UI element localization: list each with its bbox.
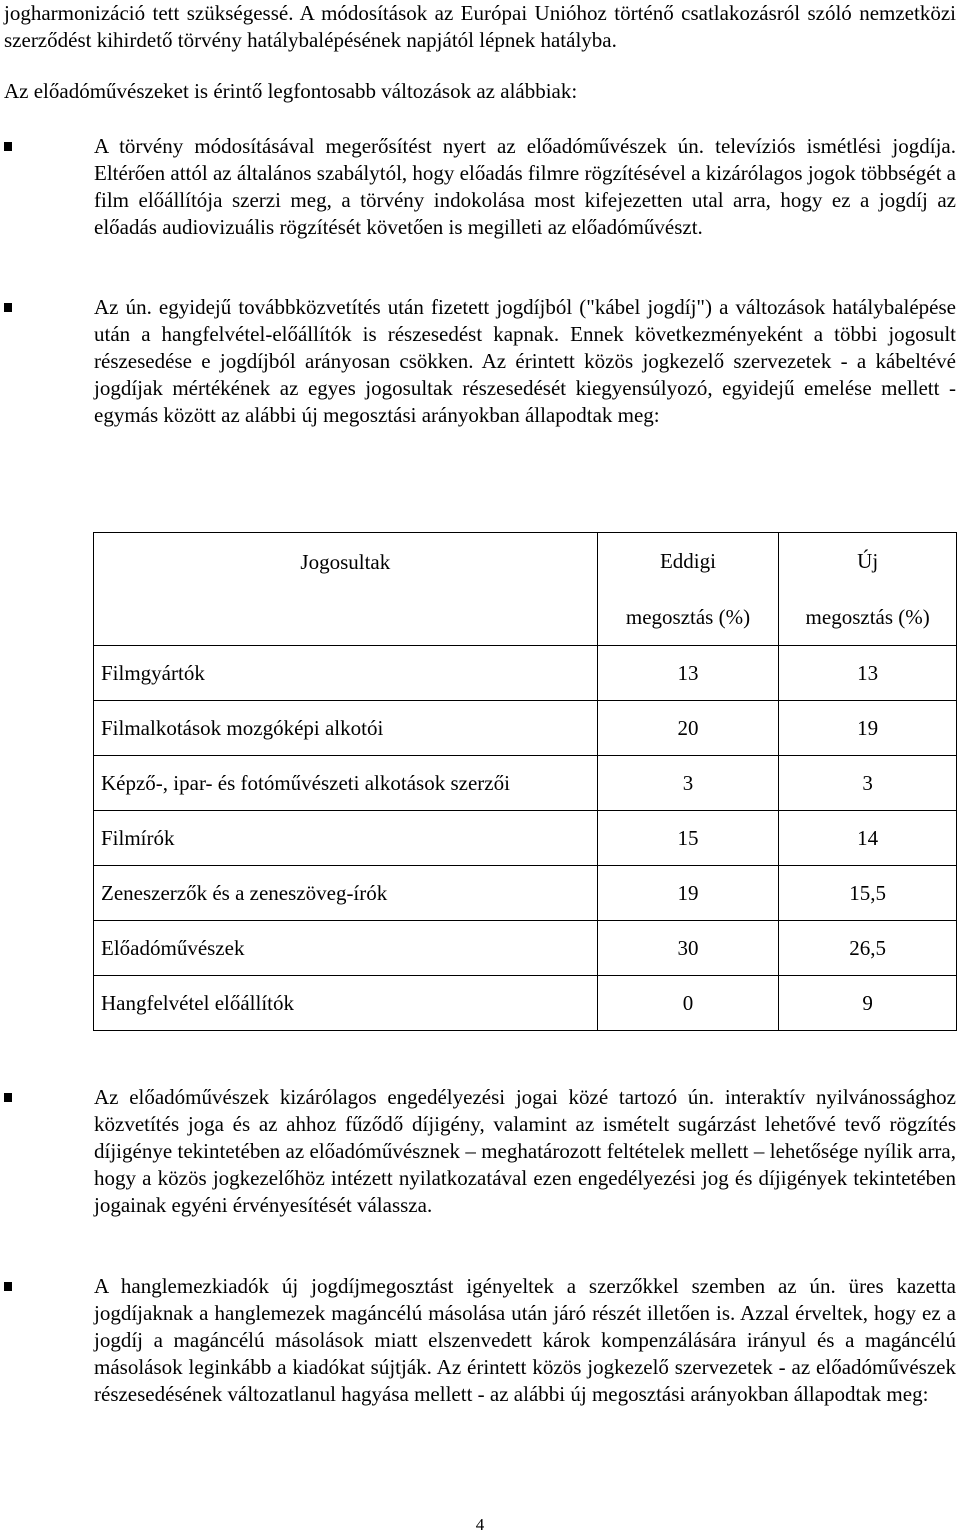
intro-paragraph: jogharmonizáció tett szükségessé. A módosítások az Európai Unióhoz történő csatlakozásról szóló nemzetközi szerződést kihirdető törvény hatálybalépésének napjától lépnek hatályba. xyxy=(4,1,956,52)
cell-rightholder: Hangfelvétel előállítók xyxy=(94,976,598,1031)
table-row-highlight xyxy=(94,921,957,976)
bullet-text: A törvény módosításával megerősítést nyert az előadóművészek ún. televíziós ismétlési jogdíja. Eltérően attól az általános szabálytól, hogy előadás filmre rögzítésével a kizárólagos jogok többségét a film előállítója szerzi meg, a törvény indokolása most kifejezetten utal arra, hogy ez a jogdíj az előadás audiovizuális rögzítését követően is megilleti az előadóművészt. xyxy=(94,134,956,239)
cell-previous-share: 0 xyxy=(597,976,779,1031)
cell-rightholder: Zeneszerzők és a zeneszöveg-írók xyxy=(94,866,598,921)
cell-new-share: 3 xyxy=(779,756,957,811)
table-row xyxy=(94,811,957,866)
changes-lead-paragraph: Az előadóművészeket is érintő legfontosabb változások az alábbiak: xyxy=(4,79,578,103)
table-row xyxy=(94,976,957,1031)
bullet-text: Az előadóművészek kizárólagos engedélyezési jogai közé tartozó ún. interaktív nyilvánossághoz közvetítés joga és az ahhoz fűződő díjigény, valamint az ismételt sugárzást lehetővé tevő rögzítés díjigénye tekintetében az előadóművésznek – meghatározott feltételek mellett – lehetősége nyílik arra, hogy a közös jogkezelőhöz intézett nyilatkozatával ezen engedélyezési jog és díjigények tekintetében jogainak egyéni érvényesítését válassza. xyxy=(94,1085,956,1217)
cell-previous-share: 30 xyxy=(597,921,779,976)
bullet-text: A hanglemezkiadók új jogdíjmegosztást igényeltek a szerzőkkel szemben az ún. üres kazetta jogdíjaknak a hanglemezek magáncélú másolása után járó részét illetően is. Azzal érveltek, hogy ez a jogdíj a magáncélú másolások miatt elszenvedett károk kompenzálására irányul és a magáncélú másolások leginkább a kiadókat sújtják. Az érintett közös jogkezelő szervezetek - az előadóművészek részesedésének változatlanul hagyása mellett - az alábbi új megosztási arányokban állapodtak meg: xyxy=(94,1274,956,1406)
cell-previous-share: 20 xyxy=(597,701,779,756)
cell-previous-share: 19 xyxy=(597,866,779,921)
cell-new-share: 19 xyxy=(779,701,957,756)
bullet-text: Az ún. egyidejű továbbközvetítés után fizetett jogdíjból ("kábel jogdíj") a változások hatálybalépése után a hangfelvétel-előállítók is részesedést kapnak. Ennek következményeként a többi jogosult részesedése e jogdíjból arányosan csökken. Az érintett közös jogkezelő szervezetek - a kábeltévé jogdíjak mértékének az egyes jogosultak részesedését kiegyensúlyozó, egyidejű emelése mellett - egymás között az alábbi új megosztási arányokban állapodtak meg: xyxy=(94,295,956,427)
cell-rightholder: Filmírók xyxy=(94,811,598,866)
square-bullet-icon xyxy=(4,1282,12,1291)
table-row xyxy=(94,701,957,756)
cell-new-share: 9 xyxy=(779,976,957,1031)
cell-previous-share: 15 xyxy=(597,811,779,866)
table-row xyxy=(94,756,957,811)
cell-rightholder: Képző-, ipar- és fotóművészeti alkotások szerzői xyxy=(94,756,598,811)
share-allocation-table xyxy=(93,532,957,1031)
square-bullet-icon xyxy=(4,303,12,312)
cell-previous-share: 3 xyxy=(597,756,779,811)
cell-new-share: 14 xyxy=(779,811,957,866)
table-header-row xyxy=(94,533,957,646)
table-row xyxy=(94,646,957,701)
square-bullet-icon xyxy=(4,142,12,151)
cell-new-share: 13 xyxy=(779,646,957,701)
cell-new-share: 26,5 xyxy=(779,921,957,976)
cell-rightholder: Filmgyártók xyxy=(94,646,598,701)
header-new-share: Új megosztás (%) xyxy=(779,533,957,646)
cell-rightholder: Filmalkotások mozgóképi alkotói xyxy=(94,701,598,756)
square-bullet-icon xyxy=(4,1093,12,1102)
header-rightholders: Jogosultak xyxy=(94,533,598,646)
cell-rightholder: Előadóművészek xyxy=(94,921,598,976)
header-previous-share: Eddigi megosztás (%) xyxy=(597,533,779,646)
page-number: 4 xyxy=(475,1515,485,1534)
cell-new-share: 15,5 xyxy=(779,866,957,921)
cell-previous-share: 13 xyxy=(597,646,779,701)
table-row xyxy=(94,866,957,921)
